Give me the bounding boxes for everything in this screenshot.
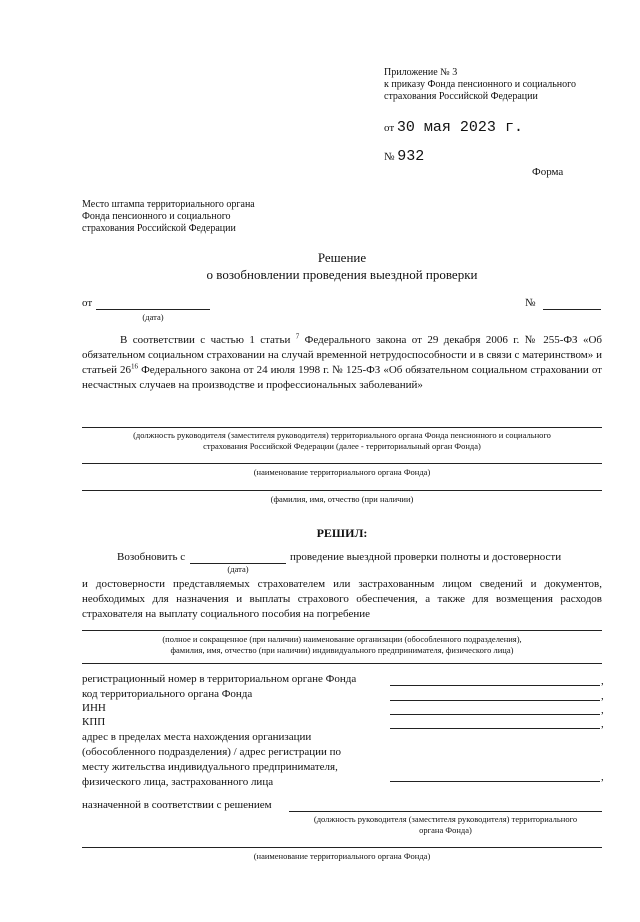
- appointed-caption: [289, 814, 602, 836]
- territorial-body-caption: (наименование территориального органа Фонда): [253, 467, 431, 477]
- head-position-caption: [82, 430, 602, 452]
- stamp-line-2: Фонда пенсионного и социального: [82, 211, 231, 222]
- doc-date-field[interactable]: [96, 309, 210, 310]
- appointed-field[interactable]: [289, 811, 602, 812]
- decided-heading: РЕШИЛ:: [316, 526, 368, 540]
- doc-number-field[interactable]: [543, 309, 601, 310]
- head-position-field[interactable]: [82, 427, 602, 428]
- doc-date-caption: (дата): [142, 312, 164, 322]
- appointed-caption-1: (должность руководителя (заместителя руководителя) территориального: [313, 814, 578, 824]
- body-code-field[interactable]: [390, 700, 600, 701]
- intro-part-1: В соответствии с частью 1 статьи: [120, 334, 296, 346]
- comma: ,: [601, 771, 604, 783]
- address-field[interactable]: [390, 781, 600, 782]
- title-line-2: о возобновлении проведения выездной проверки: [206, 267, 478, 282]
- order-date: [384, 119, 523, 136]
- org-name-caption: [82, 634, 602, 656]
- address-label-3: месту жительства индивидуального предпринимателя,: [82, 761, 338, 773]
- territorial-body-caption-2: (наименование территориального органа Фонда): [253, 851, 431, 861]
- address-label-4: физического лица, застрахованного лица: [82, 776, 274, 788]
- resume-date-caption: (дата): [227, 564, 249, 574]
- comma: ,: [601, 704, 604, 716]
- territorial-body-field[interactable]: [82, 463, 602, 464]
- address-label-1: адрес в пределах места нахождения организации: [82, 731, 312, 743]
- appendix-block: [384, 67, 576, 103]
- org-name-caption-1: (полное и сокращенное (при наличии) наименование организации (обособленного подразделения),: [162, 634, 522, 644]
- fio-caption: (фамилия, имя, отчество (при наличии): [270, 494, 414, 504]
- head-position-caption-2: страхования Российской Федерации (далее - территориальный орган Фонда): [203, 441, 481, 451]
- kpp-label: КПП: [82, 716, 106, 728]
- resume-prefix: Возобновить с: [117, 551, 186, 563]
- fio-field[interactable]: [82, 490, 602, 491]
- org-name-caption-2: фамилия, имя, отчество (при наличии) индивидуального предпринимателя, физического лица): [170, 645, 514, 655]
- address-label-2: (обособленного подразделения) / адрес регистрации по: [82, 746, 342, 758]
- org-name-field-2[interactable]: [82, 663, 602, 664]
- intro-sup-1: 7: [295, 332, 300, 341]
- org-name-field[interactable]: [82, 630, 602, 631]
- order-number-value: 932: [397, 148, 425, 165]
- order-date-prefix: от: [384, 122, 395, 134]
- inn-label: ИНН: [82, 702, 106, 714]
- stamp-place: [82, 199, 255, 235]
- intro-part-2: Федерального закона от 29 декабря 2006 г. № 255-ФЗ «Об обязательном социальном страховании на случай временной нетрудоспособности и в связи с материнством» и статьей 26: [82, 334, 603, 376]
- doc-number-prefix: №: [525, 297, 536, 309]
- appendix-line-1: Приложение № 3: [384, 67, 458, 78]
- inn-field[interactable]: [390, 714, 600, 715]
- intro-sup-2: 16: [131, 362, 139, 371]
- comma: ,: [601, 690, 604, 702]
- comma: ,: [601, 675, 604, 687]
- comma: ,: [601, 718, 604, 730]
- order-date-value: 30 мая 2023 г.: [396, 119, 523, 136]
- kpp-field[interactable]: [390, 728, 600, 729]
- reg-number-label: регистрационный номер в территориальном органе Фонда: [82, 673, 357, 685]
- appendix-line-2: к приказу Фонда пенсионного и социального: [384, 79, 576, 90]
- appointed-caption-2: органа Фонда): [419, 825, 472, 835]
- stamp-line-3: страхования Российской Федерации: [82, 223, 236, 234]
- reg-number-field[interactable]: [390, 685, 600, 686]
- resume-suffix: проведение выездной проверки полноты и достоверности: [290, 551, 562, 563]
- appointed-label: назначенной в соответствии с решением: [82, 799, 272, 811]
- intro-part-3: Федерального закона от 24 июля 1998 г. № 125-ФЗ «Об обязательном социальном страховании от несчастных случаев на производстве и профессиональных заболеваний»: [82, 364, 602, 391]
- appendix-line-3: страхования Российской Федерации: [384, 91, 538, 102]
- body-code-label: код территориального органа Фонда: [82, 688, 253, 700]
- form-label: Форма: [532, 166, 564, 178]
- head-position-caption-1: (должность руководителя (заместителя руководителя) территориального органа Фонда пенсионного и социального: [133, 430, 551, 440]
- address-label: [82, 730, 341, 790]
- resume-body: и достоверности представляемых страхователем или застрахованным лицом сведений и документов, необходимых для назначения и выплаты страхового обеспечения, а также для возмещения расходов страхователя на выплату социального пособия на погребение: [82, 578, 602, 620]
- intro-paragraph: [82, 333, 602, 393]
- order-number-prefix: №: [384, 151, 395, 163]
- stamp-line-1: Место штампа территориального органа: [82, 199, 255, 210]
- title-line-1: Решение: [317, 250, 367, 265]
- order-number: [384, 148, 424, 165]
- territorial-body-field-2[interactable]: [82, 847, 602, 848]
- doc-date-prefix: от: [82, 297, 93, 309]
- document-title: [82, 249, 602, 283]
